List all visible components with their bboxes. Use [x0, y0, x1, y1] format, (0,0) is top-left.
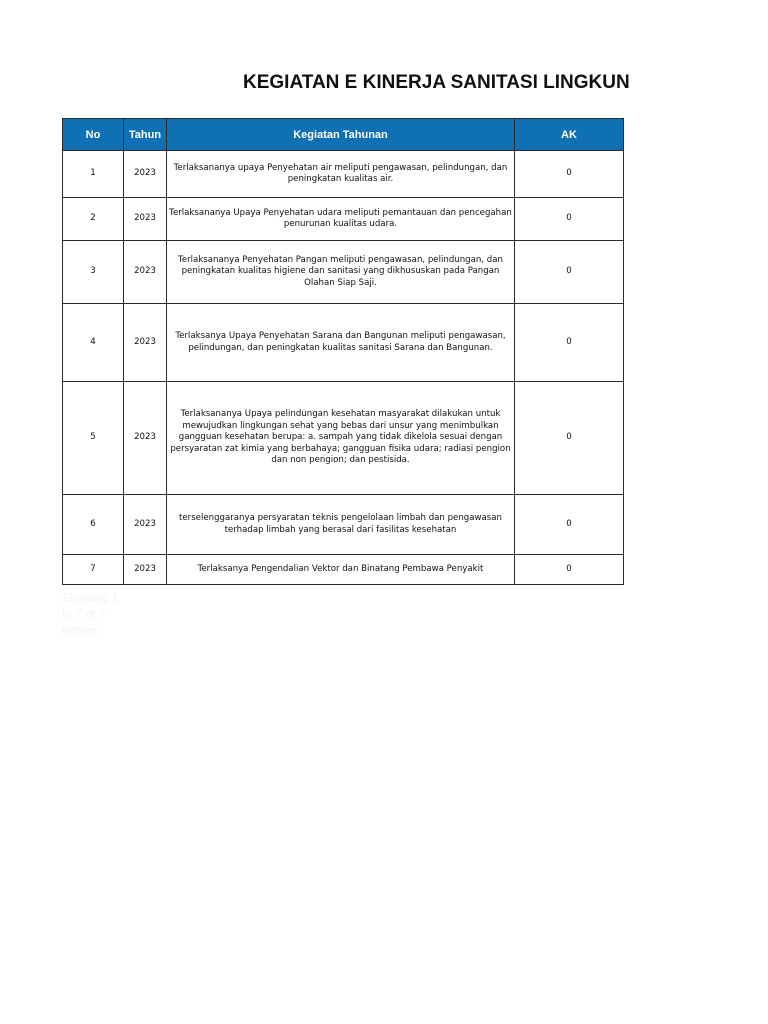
cell-no: 4: [63, 304, 124, 382]
cell-kegiatan: Terlaksananya Penyehatan Pangan meliputi pengawasan, pelindungan, dan peningkatan kualitas higiene dan sanitasi yang dikhususkan pada Pangan Olahan Siap Saji.: [167, 241, 515, 304]
cell-no: 6: [63, 495, 124, 555]
table-row: [63, 198, 624, 241]
column-header-kegiatan[interactable]: Kegiatan Tahunan: [167, 119, 515, 151]
cell-kegiatan: Terlaksananya upaya Penyehatan air meliputi pengawasan, pelindungan, dan peningkatan kualitas air.: [167, 151, 515, 198]
table-info-text: Showing 1 to 7 of 7 entries: [62, 591, 119, 637]
activities-table: [62, 118, 624, 585]
table-header-row: [63, 119, 624, 151]
page-title: KEGIATAN E KINERJA SANITASI LINGKUN: [243, 72, 630, 93]
cell-tahun: 2023: [124, 382, 167, 495]
column-header-ak[interactable]: AK: [515, 119, 624, 151]
cell-ak: 0: [515, 555, 624, 585]
cell-kegiatan: Terlaksananya Upaya pelindungan kesehatan masyarakat dilakukan untuk mewujudkan lingkungan sehat yang bebas dari unsur yang menimbulkan gangguan kesehatan berupa: a. sampah yang tidak dikelola sesuai dengan persyaratan zat kimia yang berbahaya; gangguan fisika udara; radiasi pengion dan non pengion; dan pestisida.: [167, 382, 515, 495]
cell-ak: 0: [515, 495, 624, 555]
cell-kegiatan: Terlaksananya Upaya Penyehatan udara meliputi pemantauan dan pencegahan penurunan kualitas udara.: [167, 198, 515, 241]
cell-ak: 0: [515, 304, 624, 382]
table-row: [63, 495, 624, 555]
table-row: [63, 304, 624, 382]
cell-tahun: 2023: [124, 555, 167, 585]
table-row: [63, 382, 624, 495]
cell-ak: 0: [515, 241, 624, 304]
cell-tahun: 2023: [124, 198, 167, 241]
cell-tahun: 2023: [124, 495, 167, 555]
cell-kegiatan: Terlaksanya Upaya Penyehatan Sarana dan Bangunan meliputi pengawasan, pelindungan, dan peningkatan kualitas sanitasi Sarana dan Bangunan.: [167, 304, 515, 382]
cell-no: 3: [63, 241, 124, 304]
table-row: [63, 555, 624, 585]
column-header-no[interactable]: No: [63, 119, 124, 151]
cell-tahun: 2023: [124, 304, 167, 382]
cell-no: 7: [63, 555, 124, 585]
cell-tahun: 2023: [124, 241, 167, 304]
cell-kegiatan: Terlaksanya Pengendalian Vektor dan Binatang Pembawa Penyakit: [167, 555, 515, 585]
cell-ak: 0: [515, 382, 624, 495]
cell-ak: 0: [515, 198, 624, 241]
cell-no: 1: [63, 151, 124, 198]
cell-no: 2: [63, 198, 124, 241]
cell-no: 5: [63, 382, 124, 495]
table-row: [63, 151, 624, 198]
cell-tahun: 2023: [124, 151, 167, 198]
column-header-tahun[interactable]: Tahun: [124, 119, 167, 151]
cell-ak: 0: [515, 151, 624, 198]
table-row: [63, 241, 624, 304]
cell-kegiatan: terselenggaranya persyaratan teknis pengelolaan limbah dan pengawasan terhadap limbah yang berasal dari fasilitas kesehatan: [167, 495, 515, 555]
